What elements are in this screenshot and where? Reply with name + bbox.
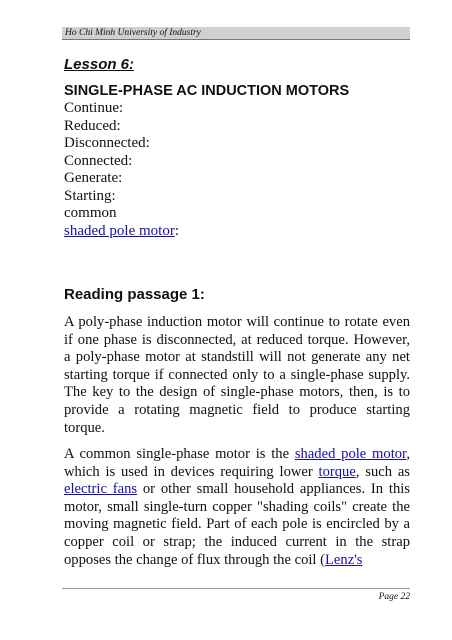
- lenzs-law-link[interactable]: Lenz's: [325, 551, 363, 568]
- vocab-item: Continue:: [64, 100, 124, 116]
- header-institution: Ho Chi Minh University of Industry: [65, 28, 201, 38]
- paragraph-text: , which is used in devices requiring lower: [64, 446, 410, 480]
- vocab-item: Starting:: [64, 187, 116, 204]
- vocab-link-suffix: :: [174, 222, 179, 239]
- vocab-item: Connected:: [64, 152, 133, 169]
- electric-fans-link[interactable]: electric fans: [64, 481, 138, 498]
- lesson-subtitle: SINGLE-PHASE AC INDUCTION MOTORS: [64, 83, 350, 99]
- reading-passage-title: Reading passage 1:: [64, 286, 205, 303]
- paragraph-text: A common single-phase motor is the: [64, 446, 295, 462]
- vocab-item: common: [64, 205, 117, 221]
- paragraph-text: , such as: [355, 463, 410, 480]
- lesson-label: Lesson 6:: [64, 56, 135, 73]
- page-number: Page 22: [378, 592, 410, 602]
- shaded-pole-motor-link[interactable]: shaded pole motor: [64, 222, 175, 239]
- footer-rule: [62, 588, 410, 589]
- vocab-item-link-row: [64, 223, 179, 241]
- shaded-pole-motor-inline-link[interactable]: shaded pole motor: [294, 446, 407, 462]
- paragraph-text: or other small household appliances. In this motor, small single-turn copper "shading coils" create the moving magnetic field. Part of each pole is encircled by a copper coil or strap; the induced current in the strap opposes the change of flux through the coil (: [64, 481, 410, 568]
- reading-paragraph-1: A poly-phase induction motor will continue to rotate even if one phase is disconnected, at reduced torque. However, a poly-phase motor at standstill will not generate any net starting torque if connected only to a single-phase supply. The key to the design of single-phase motors, then, is to provide a rotating magnetic field to produce starting torque.: [64, 314, 410, 436]
- vocab-item: Disconnected:: [64, 135, 150, 151]
- torque-link[interactable]: torque: [318, 463, 356, 480]
- vocab-item: Reduced:: [64, 117, 121, 134]
- reading-paragraph-2: [64, 446, 410, 569]
- vocab-item: Generate:: [64, 170, 123, 186]
- vocabulary-list: [64, 100, 179, 240]
